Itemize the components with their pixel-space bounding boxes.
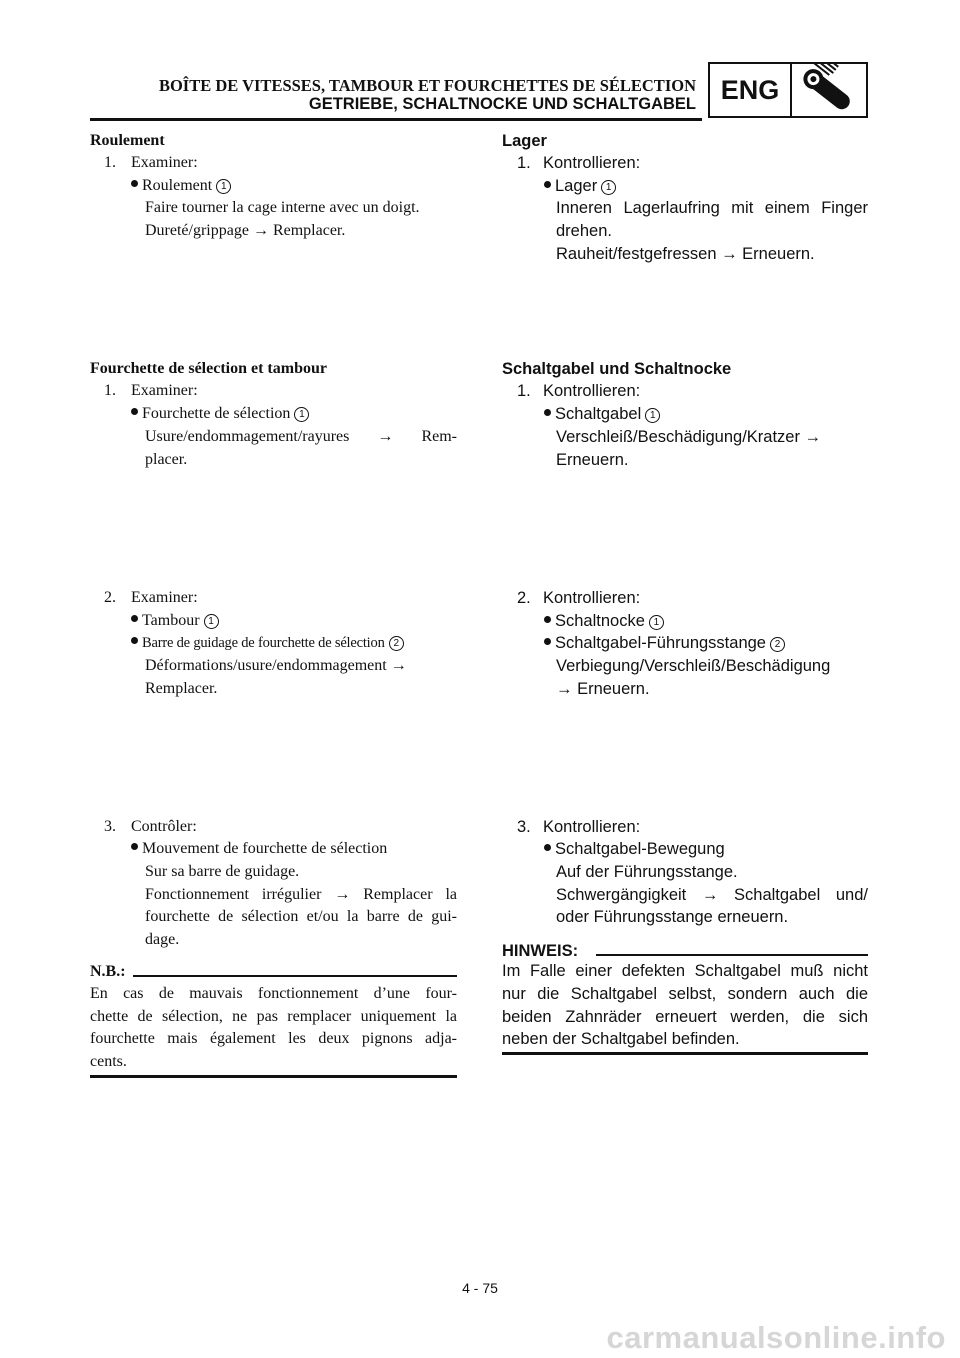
de-text-line: drehen. xyxy=(556,222,612,240)
de-item-label: Lager xyxy=(555,177,598,195)
de-note-line: Im Falle einer defekten Schaltgabel muß nicht xyxy=(502,962,868,980)
fr-note-line: cents. xyxy=(90,1053,127,1070)
de-step-number: 1. xyxy=(517,382,531,400)
de-text-line: oder Führungsstange erneuern. xyxy=(556,908,789,926)
section-badge: ENG xyxy=(708,62,792,118)
ref-number-badge: 2 xyxy=(770,637,785,652)
de-bullet-item xyxy=(544,611,664,631)
de-item-label: Schaltgabel-Führungsstange xyxy=(555,634,766,652)
de-section-title-bearing: Lager xyxy=(502,132,547,150)
fr-text-line: placer. xyxy=(145,451,188,468)
de-step-number: 2. xyxy=(517,589,531,607)
fr-step-action: Contrôler: xyxy=(131,818,197,835)
ref-number-badge: 1 xyxy=(216,179,231,194)
fr-bullet-item xyxy=(131,176,231,196)
de-text-line: Erneuern. xyxy=(556,451,629,469)
de-text-line: Verschleiß/Beschädigung/Kratzer → xyxy=(556,428,822,446)
header-title-fr: BOÎTE DE VITESSES, TAMBOUR ET FOURCHETTES DE SÉLECTION xyxy=(158,76,696,95)
bullet-icon xyxy=(131,615,138,622)
de-note-bottom-rule xyxy=(502,1052,868,1055)
ref-number-badge: 1 xyxy=(294,407,309,422)
watermark: carmanualsonline.info xyxy=(606,1320,946,1355)
ref-number-badge: 1 xyxy=(645,408,660,423)
fr-step-action: Examiner: xyxy=(131,589,198,606)
de-note-line: nur die Schaltgabel selbst, sondern auch die xyxy=(502,985,868,1003)
de-step-number: 1. xyxy=(517,154,531,172)
de-text-line: → Erneuern. xyxy=(556,680,650,698)
de-item-label: Schaltnocke xyxy=(555,612,645,630)
fr-text-line: Usure/endommagement/rayures → Rem- xyxy=(145,428,457,445)
section-icon-box xyxy=(790,62,868,118)
fr-step-number: 2. xyxy=(104,589,116,606)
de-note-label: HINWEIS: xyxy=(502,942,579,960)
fr-text-line: Dureté/grippage → Remplacer. xyxy=(145,222,346,239)
de-bullet-item xyxy=(544,633,785,653)
fr-note-line: chette de sélection, ne pas remplacer uniquement la xyxy=(90,1008,457,1025)
de-text-line: Schwergängigkeit → Schaltgabel und/ xyxy=(556,886,868,904)
fr-note-label: N.B.: xyxy=(90,963,126,980)
de-step-action: Kontrollieren: xyxy=(543,382,641,400)
fr-item-label: Roulement xyxy=(142,177,213,194)
de-bullet-item xyxy=(544,839,725,859)
fr-note-bottom-rule xyxy=(90,1075,457,1078)
fr-bullet-item xyxy=(131,633,404,653)
ref-number-badge: 2 xyxy=(389,636,404,651)
bullet-icon xyxy=(544,409,551,416)
de-text-line: Inneren Lagerlaufring mit einem Finger xyxy=(556,199,868,217)
de-note-line: neben der Schaltgabel befinden. xyxy=(502,1030,740,1048)
fr-bullet-item xyxy=(131,839,387,859)
de-text-line: Verbiegung/Verschleiß/Beschädigung xyxy=(556,657,831,675)
fr-section-title-fork: Fourchette de sélection et tambour xyxy=(90,360,327,377)
header-rule xyxy=(90,118,702,121)
page-number: 4 - 75 xyxy=(462,1280,498,1296)
engine-piston-icon xyxy=(792,64,866,116)
de-item-label: Schaltgabel-Bewegung xyxy=(555,840,725,858)
fr-bullet-item xyxy=(131,404,309,424)
bullet-icon xyxy=(131,180,138,187)
fr-text-line: Faire tourner la cage interne avec un doigt. xyxy=(145,199,420,216)
bullet-icon xyxy=(131,408,138,415)
bullet-icon xyxy=(544,616,551,623)
fr-step-number: 1. xyxy=(104,154,116,171)
de-step-action: Kontrollieren: xyxy=(543,154,641,172)
bullet-icon xyxy=(544,638,551,645)
fr-bullet-item xyxy=(131,611,219,631)
fr-item-label: Fourchette de sélection xyxy=(142,405,291,422)
fr-note-top-rule xyxy=(133,975,457,977)
fr-step-number: 3. xyxy=(104,818,116,835)
fr-step-action: Examiner: xyxy=(131,154,198,171)
ref-number-badge: 1 xyxy=(649,615,664,630)
de-text-line: Auf der Führungsstange. xyxy=(556,863,738,881)
de-bullet-item xyxy=(544,404,660,424)
de-bullet-item xyxy=(544,176,616,196)
fr-note-line: En cas de mauvais fonctionnement d’une four- xyxy=(90,985,457,1002)
fr-text-line: fourchette de sélection et/ou la barre de gui- xyxy=(145,908,457,925)
fr-note-line: fourchette mais également les deux pignons adja- xyxy=(90,1030,457,1047)
fr-section-title-bearing: Roulement xyxy=(90,132,165,149)
de-note-top-rule xyxy=(596,954,868,956)
de-text-line: Rauheit/festgefressen → Erneuern. xyxy=(556,245,815,263)
bullet-icon xyxy=(131,843,138,850)
bullet-icon xyxy=(544,181,551,188)
fr-text-line: Remplacer. xyxy=(145,680,218,697)
fr-item-label: Barre de guidage de fourchette de sélection xyxy=(142,635,385,651)
fr-step-action: Examiner: xyxy=(131,382,198,399)
de-section-title-fork: Schaltgabel und Schaltnocke xyxy=(502,360,732,378)
de-note-line: beiden Zahnräder erneuert werden, die sich xyxy=(502,1008,868,1026)
de-step-number: 3. xyxy=(517,818,531,836)
fr-text-line: Sur sa barre de guidage. xyxy=(145,863,300,880)
ref-number-badge: 1 xyxy=(601,180,616,195)
fr-step-number: 1. xyxy=(104,382,116,399)
fr-text-line: Déformations/usure/endommagement → xyxy=(145,657,407,674)
fr-text-line: Fonctionnement irrégulier → Remplacer la xyxy=(145,886,457,903)
de-step-action: Kontrollieren: xyxy=(543,589,641,607)
fr-item-label: Tambour xyxy=(142,612,200,629)
header-title-de: GETRIEBE, SCHALTNOCKE UND SCHALTGABEL xyxy=(308,95,696,113)
bullet-icon xyxy=(544,844,551,851)
bullet-icon xyxy=(131,637,138,644)
fr-text-line: dage. xyxy=(145,931,180,948)
de-step-action: Kontrollieren: xyxy=(543,818,641,836)
de-item-label: Schaltgabel xyxy=(555,405,642,423)
ref-number-badge: 1 xyxy=(204,614,219,629)
fr-item-label: Mouvement de fourchette de sélection xyxy=(142,840,388,857)
